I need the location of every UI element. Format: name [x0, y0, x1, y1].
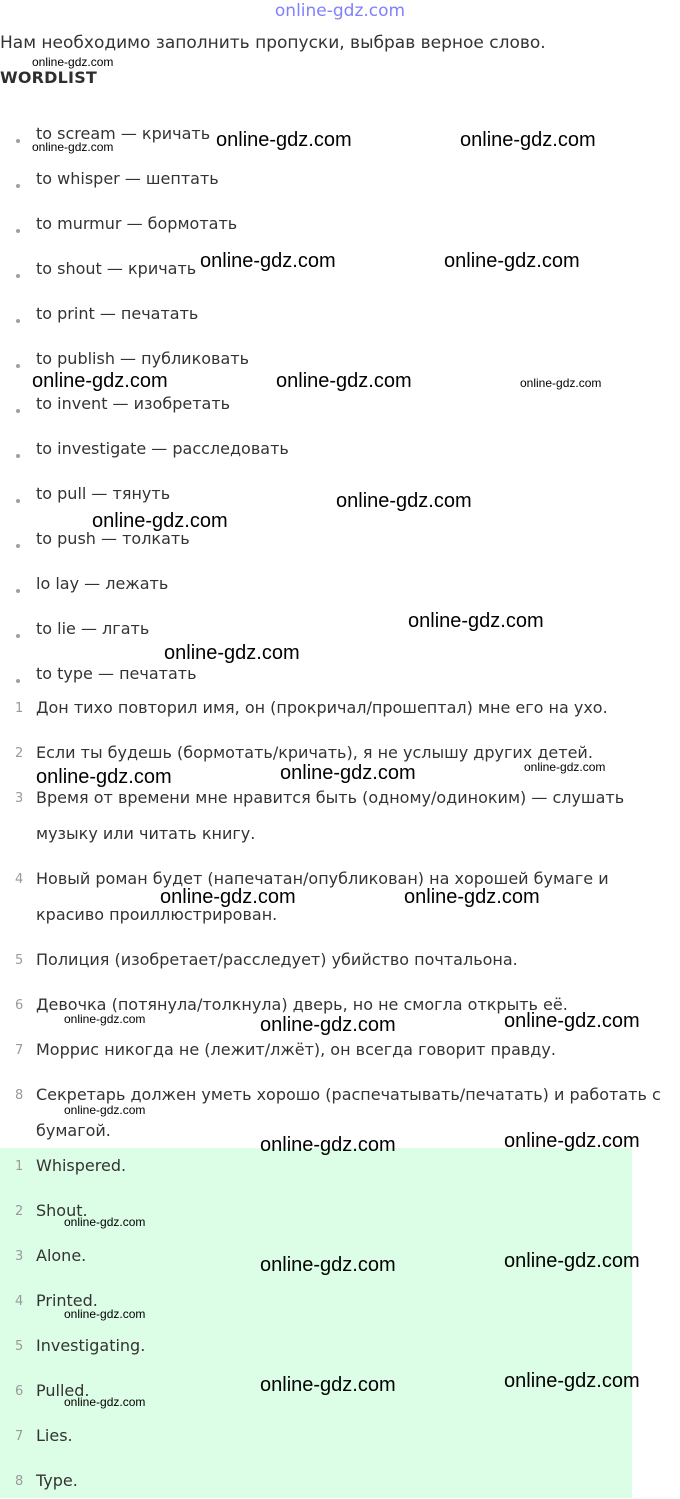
answer-text: Lies. — [36, 1426, 73, 1445]
answer-text: Type. — [36, 1471, 78, 1490]
wordlist-item-text: to lie — лгать — [36, 619, 150, 638]
watermark: online-gdz.com — [260, 1254, 396, 1276]
bullet-icon — [16, 409, 20, 413]
exercise-sentence: Секретарь должен уметь хорошо (распечатывать/печатать) и работать с бумагой. — [36, 1085, 661, 1140]
answer-number: 6 — [15, 1384, 24, 1399]
watermark: online-gdz.com — [32, 55, 114, 69]
bullet-icon — [16, 229, 20, 233]
wordlist-item-text: lo lay — лежать — [36, 574, 169, 593]
exercise-number: 2 — [15, 746, 24, 761]
answer-number: 2 — [15, 1204, 24, 1219]
exercise-sentence: Девочка (потянула/толкнула) дверь, но не смогла открыть её. — [36, 995, 568, 1014]
answer-number: 8 — [15, 1474, 24, 1489]
bullet-icon — [16, 139, 20, 143]
bullet-icon — [16, 634, 20, 638]
wordlist-item-text: to murmur — бормотать — [36, 214, 238, 233]
bullet-icon — [16, 454, 20, 458]
watermark: online-gdz.com — [504, 1370, 640, 1392]
task-instruction: Нам необходимо заполнить пропуски, выбрав верное слово. — [0, 33, 546, 53]
wordlist-item-text: to shout — кричать — [36, 259, 197, 278]
exercise-number: 1 — [15, 701, 24, 716]
watermark: online-gdz.com — [92, 510, 228, 532]
watermark: online-gdz.com — [524, 760, 606, 774]
bullet-icon — [16, 544, 20, 548]
wordlist-heading: WORDLIST — [0, 68, 98, 87]
bullet-icon — [16, 319, 20, 323]
bullet-icon — [16, 589, 20, 593]
watermark: online-gdz.com — [32, 370, 168, 392]
watermark: online-gdz.com — [276, 370, 412, 392]
answer-text: Pulled. — [36, 1381, 90, 1400]
watermark: online-gdz.com — [336, 490, 472, 512]
wordlist-item-text: to publish — публиковать — [36, 349, 249, 368]
watermark: online-gdz.com — [32, 140, 114, 154]
exercise-number: 7 — [15, 1043, 24, 1058]
watermark: online-gdz.com — [64, 1012, 146, 1026]
exercise-sentence: Дон тихо повторил имя, он (прокричал/прошептал) мне его на ухо. — [36, 698, 608, 717]
bullet-icon — [16, 679, 20, 683]
watermark: online-gdz.com — [260, 1134, 396, 1156]
answer-text: Printed. — [36, 1291, 98, 1310]
answer-number: 3 — [15, 1249, 24, 1264]
watermark: online-gdz.com — [160, 886, 296, 908]
wordlist-item-text: to scream — кричать — [36, 124, 211, 143]
answer-text: Investigating. — [36, 1336, 146, 1355]
wordlist-item-text: to invent — изобретать — [36, 394, 231, 413]
exercise-number: 5 — [15, 953, 24, 968]
watermark: online-gdz.com — [444, 250, 580, 272]
exercise-sentence: Новый роман будет (напечатан/опубликован) на хорошей бумаге и красиво проиллюстрирован. — [36, 869, 609, 924]
watermark: online-gdz.com — [520, 376, 602, 390]
wordlist-item-text: to pull — тянуть — [36, 484, 171, 503]
wordlist-item-text: to type — печатать — [36, 664, 197, 683]
exercise-number: 8 — [15, 1088, 24, 1103]
watermark: online-gdz.com — [216, 129, 352, 151]
watermark: online-gdz.com — [504, 1010, 640, 1032]
answer-number: 4 — [15, 1294, 24, 1309]
watermark: online-gdz.com — [408, 610, 544, 632]
exercise-sentence: Моррис никогда не (лежит/лжёт), он всегда говорит правду. — [36, 1040, 556, 1059]
exercise-number: 3 — [15, 791, 24, 806]
bullet-icon — [16, 499, 20, 503]
exercise-sentence: Полиция (изобретает/расследует) убийство почтальона. — [36, 950, 518, 969]
answer-text: Alone. — [36, 1246, 87, 1265]
watermark: online-gdz.com — [36, 766, 172, 788]
watermark: online-gdz.com — [64, 1307, 146, 1321]
bullet-icon — [16, 184, 20, 188]
watermark: online-gdz.com — [404, 886, 540, 908]
site-header-link[interactable]: online-gdz.com — [274, 1, 406, 21]
answer-number: 1 — [15, 1159, 24, 1174]
watermark: online-gdz.com — [64, 1103, 146, 1117]
watermark: online-gdz.com — [504, 1250, 640, 1272]
watermark: online-gdz.com — [164, 642, 300, 664]
wordlist-item-text: to push — толкать — [36, 529, 190, 548]
answer-number: 5 — [15, 1339, 24, 1354]
wordlist-item-text: to whisper — шептать — [36, 169, 219, 188]
exercise-number: 6 — [15, 998, 24, 1013]
bullet-icon — [16, 364, 20, 368]
watermark: online-gdz.com — [200, 250, 336, 272]
answer-text: Whispered. — [36, 1156, 127, 1175]
watermark: online-gdz.com — [260, 1014, 396, 1036]
watermark: online-gdz.com — [460, 129, 596, 151]
bullet-icon — [16, 274, 20, 278]
answer-text: Shout. — [36, 1201, 88, 1220]
watermark: online-gdz.com — [260, 1374, 396, 1396]
watermark: online-gdz.com — [64, 1395, 146, 1409]
answer-number: 7 — [15, 1429, 24, 1444]
exercise-sentence: Время от времени мне нравится быть (одному/одиноким) — слушать музыку или читать книгу. — [36, 788, 625, 843]
exercise-sentence: Если ты будешь (бормотать/кричать), я не услышу других детей. — [36, 743, 593, 762]
watermark: online-gdz.com — [280, 762, 416, 784]
watermark: online-gdz.com — [64, 1215, 146, 1229]
watermark: online-gdz.com — [504, 1130, 640, 1152]
wordlist-item-text: to investigate — расследовать — [36, 439, 289, 458]
exercise-number: 4 — [15, 872, 24, 887]
wordlist-item-text: to print — печатать — [36, 304, 199, 323]
